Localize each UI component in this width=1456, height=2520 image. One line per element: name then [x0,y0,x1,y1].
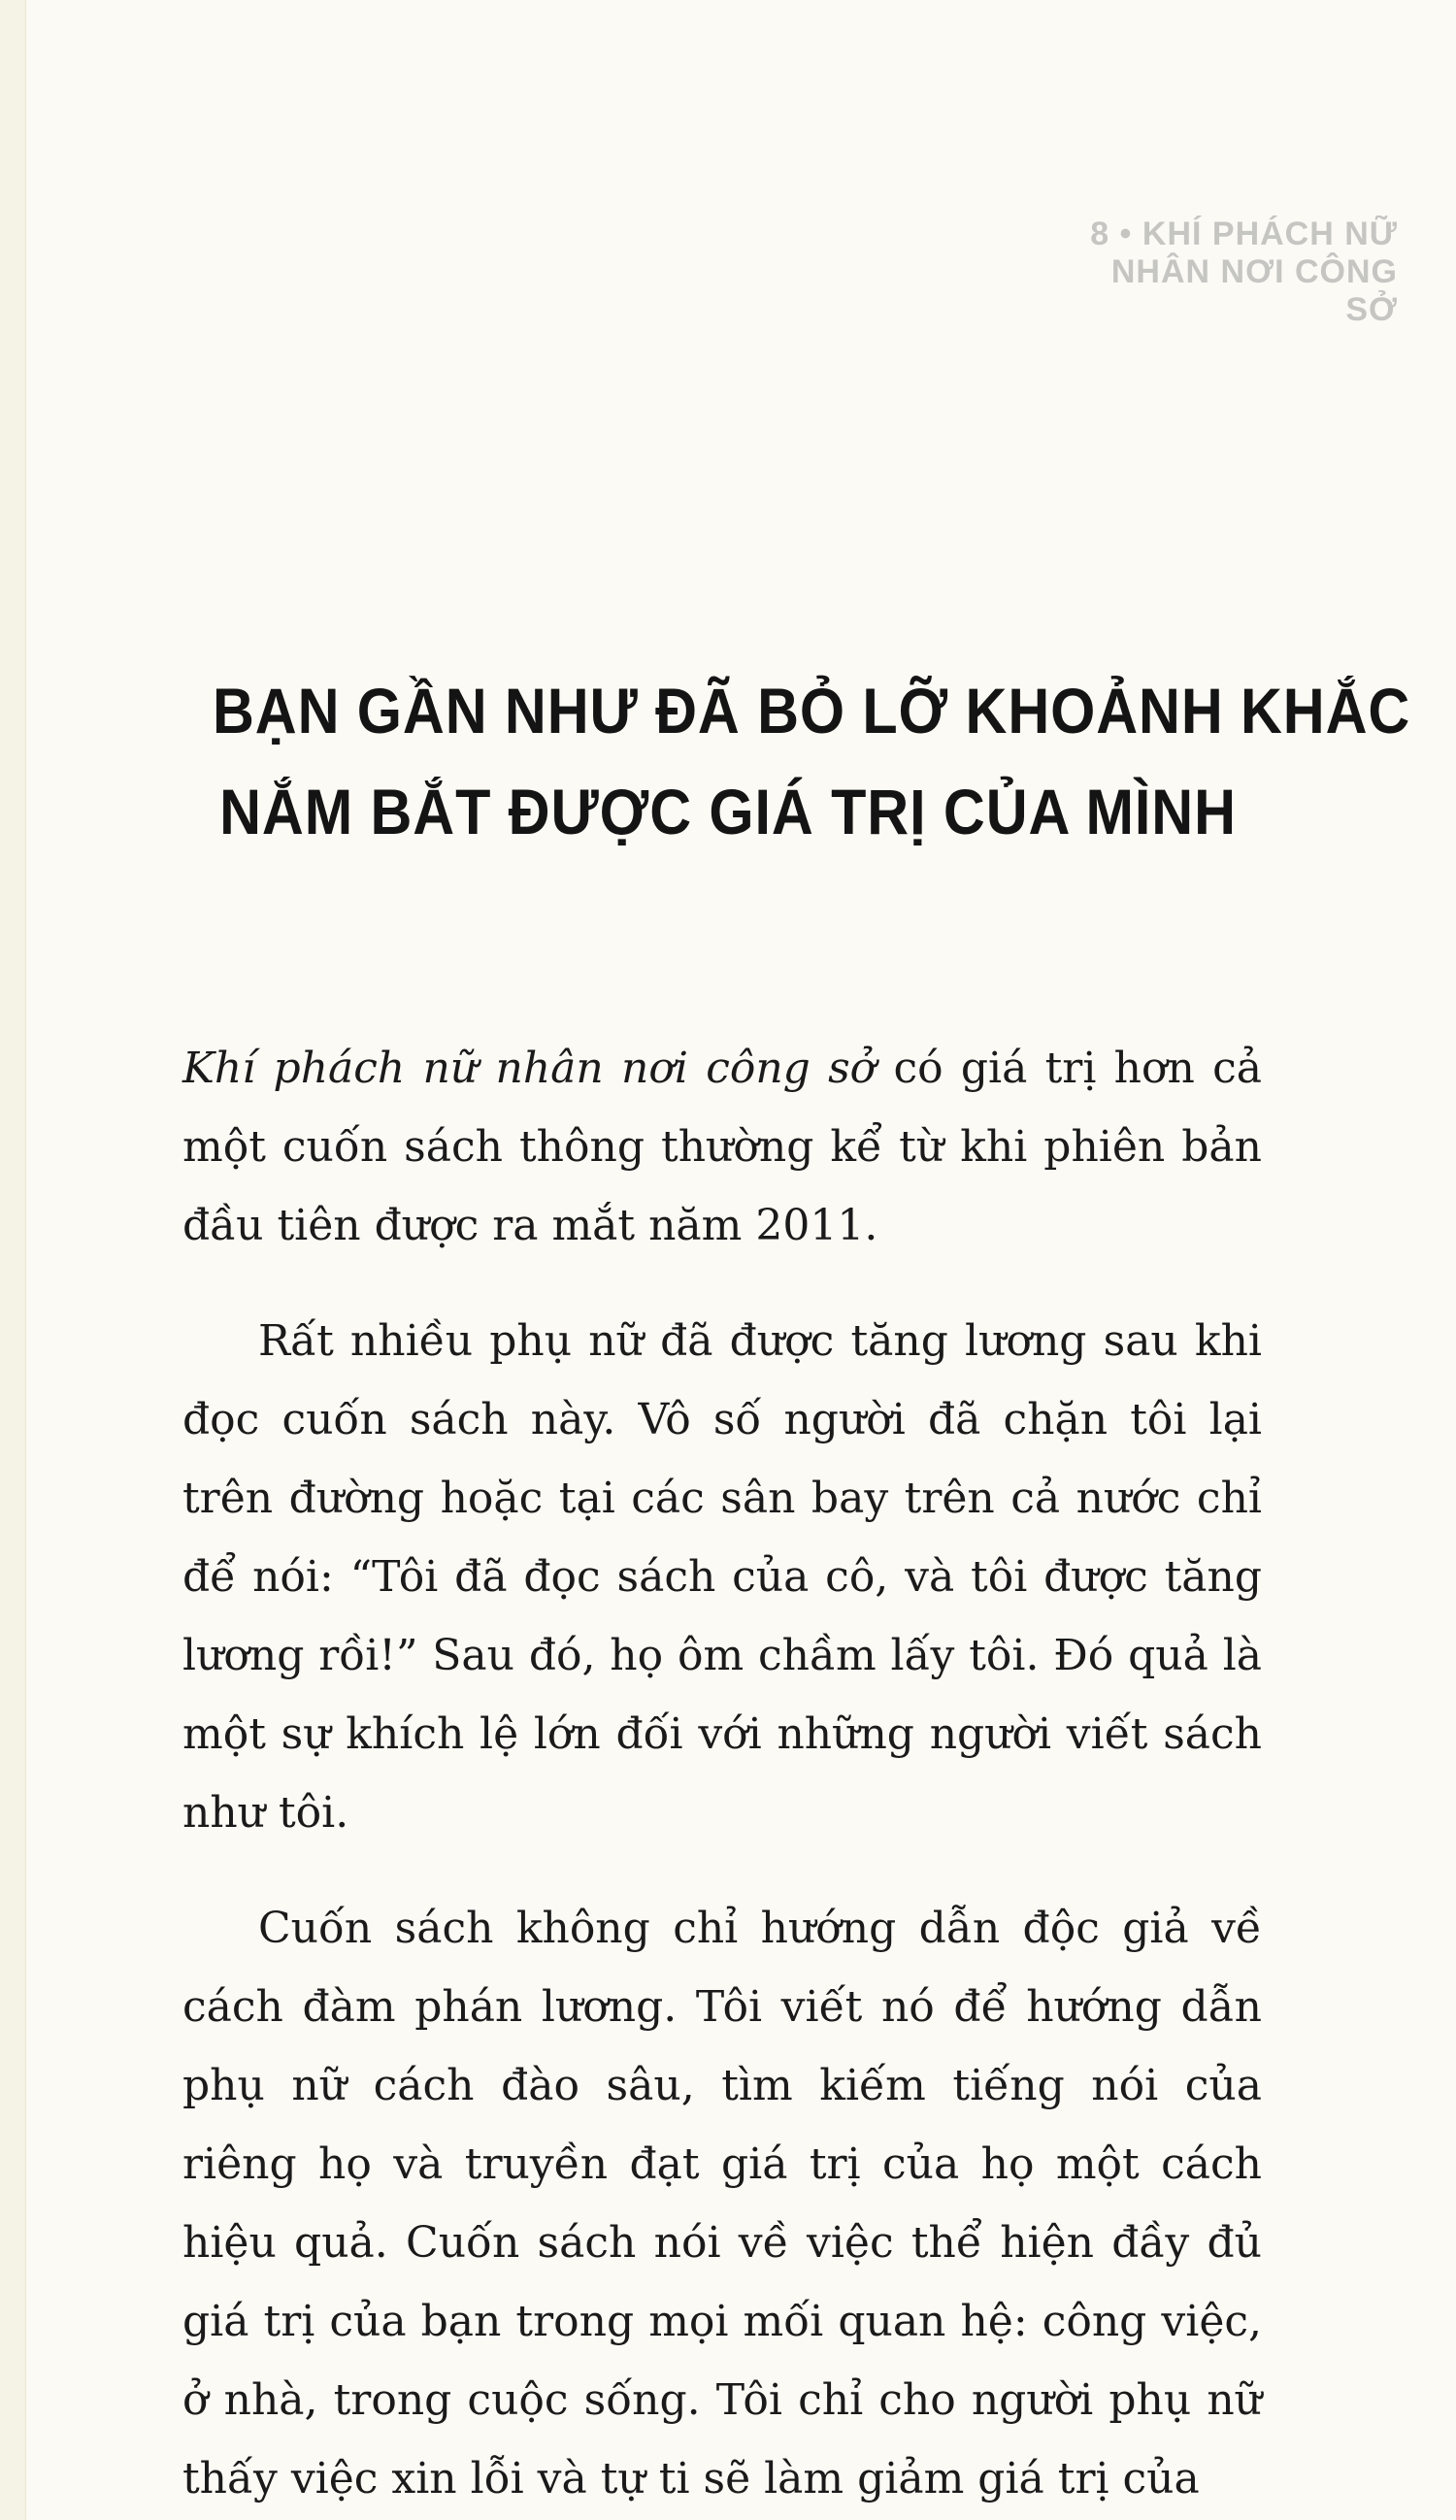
paragraph-1-text: có giá trị hơn cả một cuốn sách thông thường kể từ khi phiên bản đầu tiên được ra mắt năm 2011. [182,1044,1262,1250]
paragraph-3: Cuốn sách không chỉ hướng dẫn độc giả về cách đàm phán lương. Tôi viết nó để hướng dẫn phụ nữ cách đào sâu, tìm kiếm tiếng nói của riêng họ và truyền đạt giá trị của họ một cách hiệu quả. Cuốn sách nói về việc thể hiện đầy đủ giá trị của bạn trong mọi mối quan hệ: công việc, ở nhà, trong cuộc sống. Tôi chỉ cho người phụ nữ thấy việc xin lỗi và tự ti sẽ làm giảm giá trị của [182,1904,1262,2503]
chapter-title [213,660,1411,862]
book-title-italic: Khí phách nữ nhân nơi công sở [182,1044,877,1093]
chapter-title-line-2: NẮM BẮT ĐƯỢC GIÁ TRỊ CỦA MÌNH [219,776,1237,847]
chapter-title-line-1: BẠN GẦN NHƯ ĐÃ BỎ LỠ KHOẢNH KHẮC [213,675,1411,746]
page-gutter [0,0,26,2520]
paragraph-2: Rất nhiều phụ nữ đã được tăng lương sau khi đọc cuốn sách này. Vô số người đã chặn tôi lại trên đường hoặc tại các sân bay trên cả nước chỉ để nói: “Tôi đã đọc sách của cô, và tôi được tăng lương rồi!” Sau đó, họ ôm chầm lấy tôi. Đó quả là một sự khích lệ lớn đối với những người viết sách như tôi. [182,1316,1262,1838]
paragraph-1 [182,1029,1262,1265]
body-text [182,1029,1262,2518]
running-header: 8 • KHÍ PHÁCH NỮ NHÂN NƠI CÔNG SỞ [1090,216,1398,328]
